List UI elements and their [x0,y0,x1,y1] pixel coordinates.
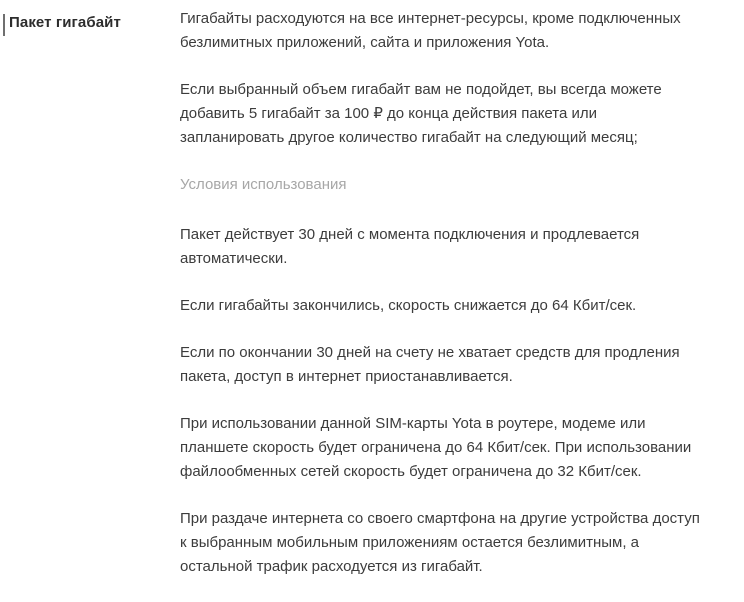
subheading-terms-of-use: Условия использования [180,176,347,193]
section-label-column [0,4,180,33]
paragraph-add-gigabytes: Если выбранный объем гигабайт вам не подойдет, вы всегда можете добавить 5 гигабайт за 100 ₽ до конца действия пакета или запланировать другое количество гигабайт на следующий месяц; [180,81,662,146]
paragraph-sim-in-router: При использовании данной SIM-карты Yota в роутере, модеме или планшете скорость будет ограничена до 64 Кбит/сек. При использовании файлообменных сетей скорость будет ограничена до 32 Кбит/сек. [180,415,692,480]
section-title: Пакет гигабайт [9,14,121,31]
left-edge-line [3,14,5,36]
paragraph-speed-reduction: Если гигабайты закончились, скорость снижается до 64 Кбит/сек. [180,297,637,314]
paragraph-tethering: При раздаче интернета со своего смартфона на другие устройства доступ к выбранным мобильным приложениям остается безлимитным, а остальной трафик расходуется из гигабайт. [180,510,700,575]
section-content-column [180,4,700,602]
paragraph-gigabytes-usage: Гигабайты расходуются на все интернет-ресурсы, кроме подключенных безлимитных приложений, сайта и приложения Yota. [180,10,681,51]
paragraph-insufficient-funds: Если по окончании 30 дней на счету не хватает средств для продления пакета, доступ в интернет приостанавливается. [180,344,680,385]
paragraph-package-duration: Пакет действует 30 дней с момента подключения и продлевается автоматически. [180,226,640,267]
